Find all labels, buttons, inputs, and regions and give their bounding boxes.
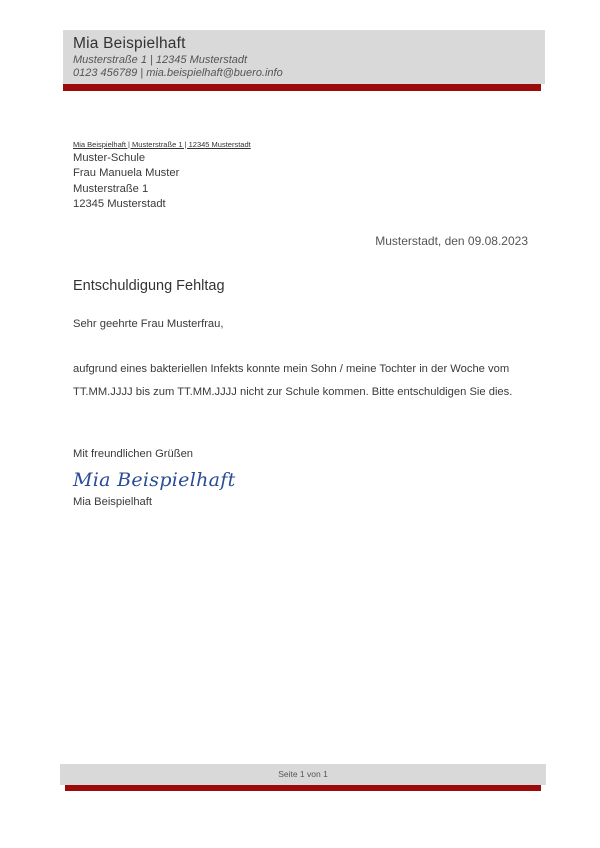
footer-accent-bar xyxy=(65,785,541,791)
recipient-address xyxy=(73,151,179,212)
page-number: Seite 1 von 1 xyxy=(278,769,328,779)
letterhead xyxy=(63,30,545,84)
header-accent-bar xyxy=(63,84,541,91)
sender-name: Mia Beispielhaft xyxy=(73,35,186,52)
return-address: Mia Beispielhaft | Musterstraße 1 | 12345 Musterstadt xyxy=(73,140,251,149)
signer-name: Mia Beispielhaft xyxy=(73,496,152,508)
page-footer xyxy=(60,764,546,785)
salutation: Sehr geehrte Frau Musterfrau, xyxy=(73,318,224,330)
handwritten-signature: Mia Beispielhaft xyxy=(73,469,236,491)
recipient-line: 12345 Musterstadt xyxy=(73,197,166,210)
recipient-line: Frau Manuela Muster xyxy=(73,167,180,180)
date-line: Musterstadt, den 09.08.2023 xyxy=(375,234,528,248)
recipient-line: Muster-Schule xyxy=(73,152,146,164)
closing-phrase: Mit freundlichen Grüßen xyxy=(73,448,194,460)
body-paragraph: aufgrund eines bakteriellen Infekts konnte mein Sohn / meine Tochter in der Woche vom TT.MM.JJJJ bis zum TT.MM.JJJJ nicht zur Schule kommen. Bitte entschuldigen Sie dies. xyxy=(73,363,513,398)
sender-contact: 0123 456789 | mia.beispielhaft@buero.info xyxy=(73,67,283,79)
sender-address: Musterstraße 1 | 12345 Musterstadt xyxy=(73,54,248,66)
recipient-line: Musterstraße 1 xyxy=(73,182,149,195)
subject-line: Entschuldigung Fehltag xyxy=(73,278,225,294)
